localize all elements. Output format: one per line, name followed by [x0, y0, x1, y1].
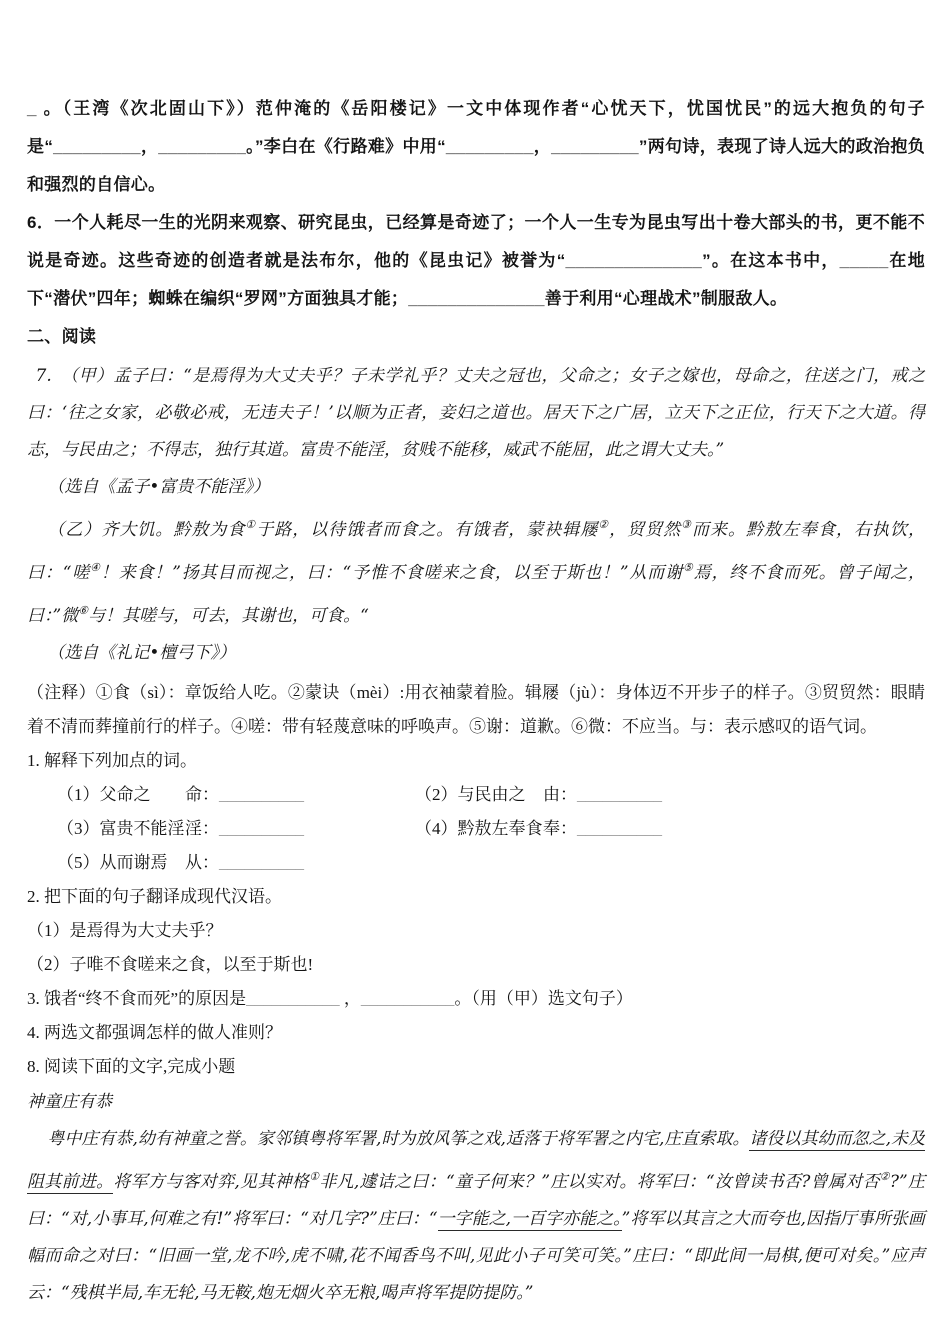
passage-yi-text: 而来。黔敖左奉食，右执饮，曰：“嗟 [27, 520, 926, 583]
note-ref-6: ⑥ [78, 604, 89, 617]
note-ref-4: ④ [90, 561, 101, 574]
intro-fill-blank-question: _ 。（王湾《次北固山下》）范仲淹的《岳阳楼记》一文中体现作者“心忧天下，忧国忧民”的远大抱负的句子 是“_________，_________。”李白在《行路难》中用“_________，_________”两句诗，表现了诗人远大的政治抱负和强烈的自信心。 [27, 99, 925, 194]
question-8-passage-title: 神童庄有恭 [27, 1092, 112, 1112]
passage-text: ”将军以其言之大而夸也,因指厅事所张画幅而命之对曰：“旧画一堂,龙不吟,虎不啸,花不闻香鸟不叫,见此小子可笑可笑。”庄曰：“即此间一局棋,便可对矣。”应声云：“残棋半局,车无轮,马无鞍,炮无烟火卒无粮,喝声将军提防提防。” [27, 1209, 925, 1303]
sub-question-3-suffix: 。（用（甲）选文句子） [454, 989, 633, 1008]
note-ref-1: ① [309, 1170, 320, 1183]
note-ref-2: ② [598, 518, 610, 531]
sub-question-3 [27, 982, 925, 1016]
word-phrase: （1）父命之 [57, 785, 151, 804]
note-ref-2: ② [879, 1170, 890, 1183]
answer-blank: __________ [219, 785, 304, 804]
word-item-4 [415, 812, 662, 846]
sub-question-1-label: 1. 解释下列加点的词。 [27, 751, 197, 770]
passage-yi-source: （选自《礼记•檀弓下》） [47, 643, 236, 663]
sub-question-3-text: 3. 饿者“终不食而死”的原因是 [27, 989, 247, 1008]
sub-question-1-row-2 [27, 812, 925, 846]
question-6: 6．一个人耗尽一生的光阴来观察、研究昆虫，已经算是奇迹了；一个人一生专为昆虫写出十卷大部头的书，更不能不说是奇迹。这些奇迹的创造者就是法布尔，他的《昆虫记》被誉为“______________”。在这本书中，_____在地下“潜伏”四年；蜘蛛在编织“罗网”方面独具才能；______________善于利用“心理战术”制服敌人。 [27, 213, 925, 308]
word-prompt: 淫： [185, 819, 219, 838]
passage-yi-text: ！来食！”扬其目而视之，曰：“予惟不食嗟来之食，以至于斯也！”从而谢 [100, 563, 683, 583]
underlined-passage-text: 一字能之,一百字亦能之。 [437, 1209, 622, 1229]
word-item-1 [57, 778, 415, 812]
word-prompt: 奉： [543, 819, 577, 838]
passage-yi-text: ，贸贸然 [609, 520, 682, 540]
word-item-2 [415, 778, 662, 812]
answer-blank: __________ [219, 819, 304, 838]
word-phrase: （4）黔敖左奉食 [415, 819, 543, 838]
answer-blank: ___________ [360, 989, 455, 1008]
word-phrase: （3）富贵不能淫 [57, 819, 185, 838]
word-prompt: 从： [185, 853, 219, 872]
answer-blank: __________ [577, 785, 662, 804]
question-7-passage-jia: 7. （甲）孟子曰：“是焉得为大丈夫乎？子未学礼乎？丈夫之冠也，父命之；女子之嫁也，母命之，往送之门，戒之曰：‘往之女家，必敬必戒，无违夫子！’以顺为正者，妾妇之道也。居天下之广居，立天下之正位，行天下之大道。得志，与民由之；不得志，独行其道。富贵不能淫，贫贱不能移，威武不能屈，此之谓大丈夫。” [27, 366, 925, 460]
section-heading-reading: 二、阅读 [27, 327, 97, 346]
passage-text: ?”庄曰：“对,小事耳,何难之有!”将军曰：“对几字?”庄曰：“ [27, 1172, 926, 1229]
word-prompt: 由： [543, 785, 577, 804]
sub-question-1-row-1 [27, 778, 925, 812]
note-ref-5: ⑤ [683, 561, 694, 574]
sub-question-2-item-1: （1）是焉得为大丈夫乎？ [27, 921, 223, 940]
word-item-3 [57, 812, 415, 846]
word-phrase: （5）从而谢焉 [57, 853, 168, 872]
answer-blank: ___________ [246, 989, 340, 1008]
annotations: （注释）①食（sì）：章饭给人吃。②蒙诀（mèi）:用衣袖蒙着脸。辑屦（jù）：身体迈不开步子的样子。③贸贸然：眼睛着不清而葬撞前行的样子。④嗟：带有轻蔑意味的呼唤声。⑤谢：道歉。⑥微：不应当。与：表示感叹的语气词。 [27, 683, 925, 736]
passage-text: 将军方与客对弈,见其神格 [113, 1172, 310, 1192]
passage-yi-text: 焉，终不食而死。曾子闻之，曰：”微 [27, 563, 925, 626]
sub-question-2-item-2: （2）子唯不食嗟来之食，以至于斯也! [27, 955, 314, 974]
note-ref-3: ③ [681, 518, 693, 531]
word-prompt: 命： [185, 785, 219, 804]
answer-blank: __________ [577, 819, 662, 838]
passage-text: 非凡,遽诘之曰：“童子何来？”庄以实对。将军曰：“汝曾读书否?曾属对否 [319, 1172, 880, 1192]
question-8-label: 8. 阅读下面的文字,完成小题 [27, 1057, 236, 1076]
answer-blank: __________ [219, 853, 304, 872]
sub-question-2-label: 2. 把下面的句子翻译成现代汉语。 [27, 887, 282, 906]
question-8-passage [27, 1121, 925, 1312]
passage-text: 粤中庄有恭,幼有神童之誉。家邻镇粤将军署,时为放风筝之戏,适落于将军署之内宅,庄直索取。 [47, 1129, 750, 1149]
passage-yi-text: 与！其嗟与，可去，其谢也，可食。“ [88, 606, 369, 626]
sub-question-4: 4. 两选文都强调怎样的做人准则？ [27, 1023, 282, 1042]
word-item-5 [57, 846, 415, 880]
word-phrase: （2）与民由之 [415, 785, 526, 804]
sub-question-1-row-3 [27, 846, 925, 880]
passage-yi-text: （乙）齐大饥。黔敖为食 [47, 520, 246, 540]
passage-yi-text: 于路，以待饿者而食之。有饿者，蒙袂辑屦 [256, 520, 599, 540]
question-7-passage-yi [27, 506, 925, 635]
note-ref-1: ① [245, 518, 257, 531]
passage-jia-source: （选自《孟子•富贵不能淫》） [47, 477, 270, 497]
underlined-passage-text: 诸役以其幼而忽之,未及阻其前进。 [27, 1129, 925, 1192]
sub-question-3-comma: ， [339, 989, 361, 1008]
